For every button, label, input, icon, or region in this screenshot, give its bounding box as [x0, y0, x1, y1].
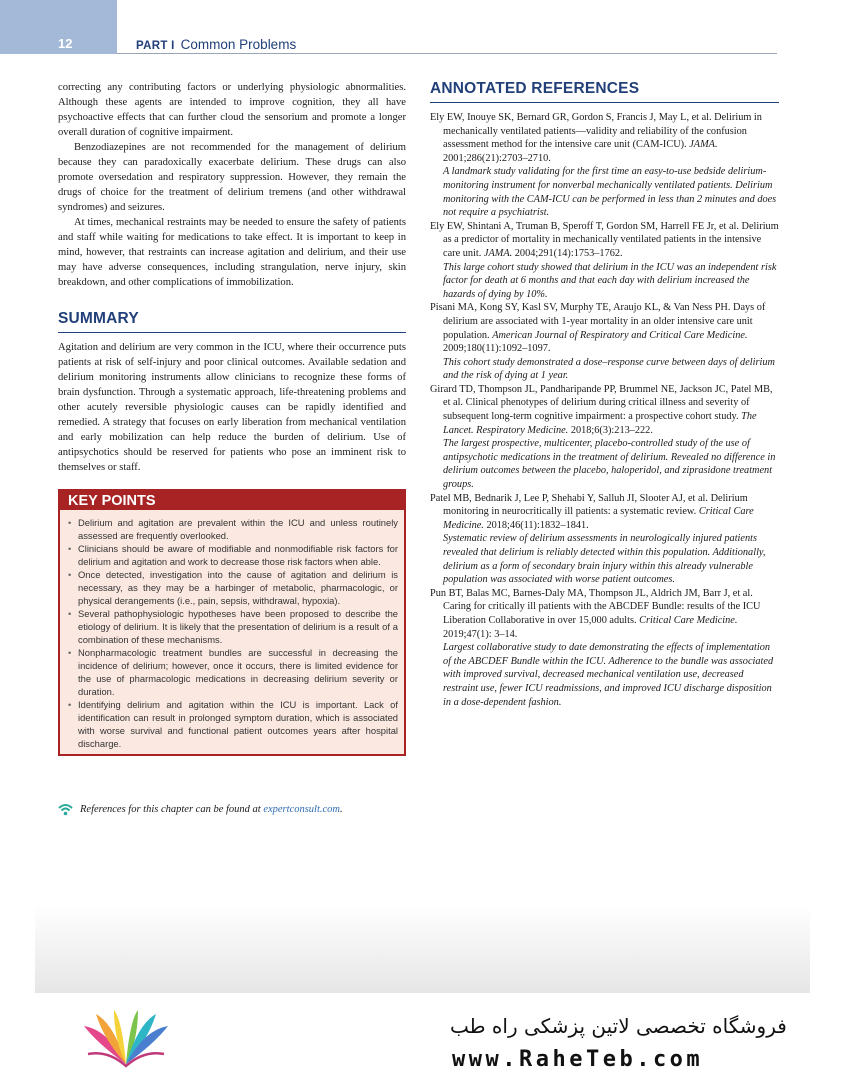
key-point-item: • Nonpharmacologic treatment bundles are successful in decreasing the incidence of delirium; however, once it occurs, there is limited evidence for the use of pharmacologic medications in decreasing delirium severity or duration.	[78, 646, 398, 698]
citation-text: Girard TD, Thompson JL, Pandharipande PP, Brummel NE, Jackson JC, Patel MB, et al. Clinical phenotypes of delirium during critical illness and severity of subsequent long-term cognitive impairment: a prospective cohort study.	[430, 383, 773, 423]
reference-annotation: A landmark study validating for the first time an easy-to-use bedside delirium-monitoring instrument for nonverbal mechanically ventilated patients. Delirium monitoring with the CAM-ICU can be performed in less than 2 minutes and does not require a psychiatrist.	[443, 166, 777, 219]
reference-item	[430, 111, 779, 220]
reference-citation	[430, 587, 779, 641]
reference-annotation: The largest prospective, multicenter, placebo-controlled study of the use of antipsychotic medications in the treatment of delirium. Revealed no difference in delirium outcomes between the placebo, haloperidol, and ziprasidone treatment groups.	[443, 438, 776, 491]
heading-rule	[58, 332, 406, 333]
watermark-url: www.RaheTeb.com	[452, 1047, 704, 1072]
left-column	[58, 80, 406, 756]
key-point-item: • Several pathophysiologic hypotheses have been proposed to describe the etiology of delirium. It is likely that the presentation of delirium is a result of a combination of these mechanisms.	[78, 607, 398, 646]
reference-citation	[430, 492, 779, 533]
citation-text: Ely EW, Shintani A, Truman B, Speroff T, Gordon SM, Harrell FE Jr, et al. Delirium as a predictor of mortality in mechanically ventilated patients in the intensive care unit.	[430, 220, 779, 259]
key-points-box	[58, 489, 406, 756]
journal-name: The Lancet. Respiratory Medicine.	[443, 411, 757, 436]
journal-name: Critical Care Medicine.	[443, 506, 754, 531]
heading-rule	[430, 102, 779, 103]
online-resource-icon	[58, 803, 73, 816]
reference-annotation: This cohort study demonstrated a dose–response curve between days of delirium and the risk of dying at 1 year.	[443, 356, 775, 382]
journal-name: JAMA.	[689, 139, 718, 151]
watermark-persian-text: فروشگاه تخصصی لاتین پزشکی راه طب	[450, 1014, 787, 1038]
book-logo-icon	[78, 1010, 174, 1068]
summary-section	[58, 310, 406, 475]
reference-item	[430, 301, 779, 383]
reference-list	[430, 111, 779, 709]
body-paragraph: Benzodiazepines are not recommended for the management of delirium because they can paradoxically exacerbate delirium. These drugs can also promote oversedation and respiratory suppression. However, they remain the drugs of choice for the treatment of delirium tremens (and other withdrawal syndromes) and seizures.	[58, 142, 406, 213]
citation-details: 2018;6(3):213–222.	[568, 424, 653, 436]
reference-citation	[430, 220, 779, 261]
citation-text: Pisani MA, Kong SY, Kasl SV, Murphy TE, Araujo KL, & Van Ness PH. Days of delirium are associated with 1-year mortality in an older intensive care unit population.	[430, 302, 766, 341]
header-rule	[117, 53, 777, 54]
references-note-end: .	[340, 804, 343, 815]
citation-details: 2001;286(21):2703–2710.	[443, 152, 551, 164]
reference-citation	[430, 383, 779, 437]
citation-details: 2009;180(11):1092–1097.	[443, 343, 551, 355]
key-point-item: • Clinicians should be aware of modifiable and nonmodifiable risk factors for delirium and agitation and work to decrease those risk factors when able.	[78, 542, 398, 568]
reference-citation	[430, 301, 779, 355]
reference-item	[430, 220, 779, 302]
body-paragraph: At times, mechanical restraints may be needed to ensure the safety of patients and staff while waiting for medications to take effect. It is important to keep in mind, however, that restraints can increase agitation and delirium, and their use may have adverse consequences, including strangulation, nerve injury, skin breakdown, and other complications of immobilization.	[58, 217, 406, 288]
references-note-text: References for this chapter can be found at	[80, 804, 261, 815]
key-points-title: KEY POINTS	[60, 491, 404, 510]
citation-text: Pun BT, Balas MC, Barnes-Daly MA, Thompson JL, Aldrich JM, Barr J, et al. Caring for critically ill patients with the ABCDEF Bundle: results of the ICU Liberation Collaborative in over 15,000 adults.	[430, 587, 761, 626]
right-column	[430, 80, 779, 709]
citation-text: Ely EW, Inouye SK, Bernard GR, Gordon S, Francis J, May L, et al. Delirium in mechanically ventilated patients—validity and reliability of the confusion assessment method for the intensive care unit (CAM-ICU).	[430, 112, 762, 151]
journal-name: JAMA.	[483, 247, 513, 259]
summary-heading: SUMMARY	[58, 310, 139, 327]
body-paragraph: correcting any contributing factors or underlying physiologic abnormalities. Although these agents are intended to improve cognition, they all have psychoactive effects that can further cloud the sensorium and promote a longer overall duration of cognitive impairment.	[58, 82, 406, 138]
reference-item	[430, 587, 779, 709]
annotated-references-heading: ANNOTATED REFERENCES	[430, 80, 640, 97]
reference-annotation: Systematic review of delirium assessments in neurologically injured patients revealed that delirium is reliably detected within this population. Additionally, delirium as a form of secondary brain injury within this already vulnerable population was associated with worse patient outcomes.	[443, 533, 766, 586]
part-label: PART I	[136, 40, 175, 52]
part-title: Common Problems	[180, 37, 297, 52]
reference-annotation: Largest collaborative study to date demonstrating the effects of implementation of the ABCDEF Bundle within the ICU. Adherence to the bundle was associated with improved survival, decreased mechanical ventilation use, decreased restraint use, fewer ICU readmissions, and improved ICU discharge disposition in a dose-dependent fashion.	[443, 642, 774, 708]
citation-details: 2004;291(14):1753–1762.	[512, 247, 623, 259]
reference-annotation: This large cohort study showed that delirium in the ICU was an independent risk factor for death at 6 months and that each day with delirium increased the hazards of dying by 10%.	[443, 261, 777, 300]
page-bottom-shade	[35, 905, 810, 993]
citation-text: Patel MB, Bednarik J, Lee P, Shehabi Y, Salluh JI, Slooter AJ, et al. Delirium monitoring in neurocritically ill patients: a systematic review.	[430, 492, 748, 518]
reference-item	[430, 492, 779, 587]
citation-details: 2019;47(1): 3–14.	[443, 628, 518, 640]
running-head	[136, 37, 296, 52]
journal-name: American Journal of Respiratory and Critical Care Medicine.	[492, 329, 748, 341]
reference-item	[430, 383, 779, 492]
journal-name: Critical Care Medicine.	[639, 614, 738, 626]
summary-text: Agitation and delirium are very common in the ICU, where their occurrence puts patients at risk of self-injury and poor clinical outcomes. Available sedation and delirium monitoring instruments allow clinicians to recognize these forms of brain dysfunction. Through a systematic approach, life-threatening problems and other acutely reversible physiologic causes can be rapidly identified and remedied. A strategy that focuses on early liberation from mechanical ventilation and early mobilization can help reduce the burden of delirium. Use of antipsychotics should be reserved for patients who pose an imminent risk to themselves or staff.	[58, 342, 406, 473]
key-point-item: • Once detected, investigation into the cause of agitation and delirium is necessary, as they may be a harbinger of metabolic, pharmacologic, or physical derangements (i.e., pain, sepsis, withdrawal, hypoxia).	[78, 568, 398, 607]
key-points-list	[60, 510, 404, 754]
key-point-item: • Delirium and agitation are prevalent within the ICU and unless routinely assessed are frequently overlooked.	[78, 516, 398, 542]
reference-citation	[430, 111, 779, 165]
citation-details: 2018;46(11):1832–1841.	[483, 519, 589, 531]
expertconsult-link[interactable]: expertconsult.com	[263, 804, 341, 815]
references-note	[58, 803, 343, 816]
key-point-item: • Identifying delirium and agitation within the ICU is important. Lack of identification can result in prolonged symptom duration, which is associated with worse survival and functional patient outcomes years after hospital discharge.	[78, 698, 398, 750]
page-number: 12	[58, 36, 73, 51]
